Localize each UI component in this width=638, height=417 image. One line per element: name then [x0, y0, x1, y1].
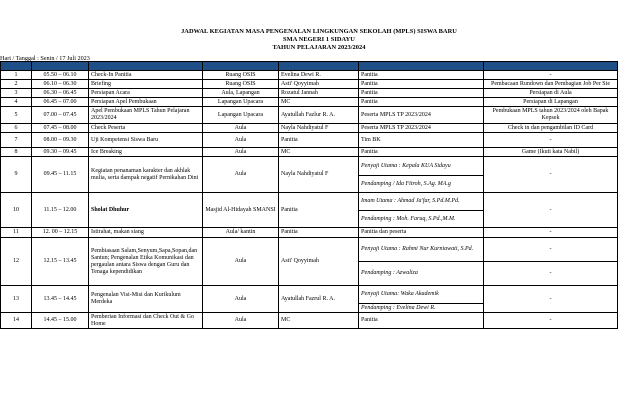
cell-pic: Rozatul Jannah [279, 89, 359, 98]
cell-pic: Ayatullah Fazlur R. A. [279, 107, 359, 124]
cell-note: - [484, 71, 618, 80]
cell-activity: Pengenalan Visi-Misi dan Kurikulum Merdeka [89, 286, 203, 313]
cell-place: Aula, Lapangan [203, 89, 279, 98]
cell-place: Aula [203, 313, 279, 329]
cell-no: 10 [1, 193, 32, 228]
cell-note: Pembukaan MPLS tahun 2023/2024 oleh Bapak Kepsek [484, 107, 618, 124]
cell-exec-main: Penyaji Utama : Kepala KUA Sidayu [359, 157, 484, 176]
cell-time: 06.45 – 07.00 [32, 98, 89, 107]
header-place: Tempat [203, 62, 279, 71]
cell-time: 07.00 – 07.45 [32, 107, 89, 124]
cell-no: 3 [1, 89, 32, 98]
cell-note: - [484, 286, 618, 313]
cell-exec-main: Imam Utama : Ahmad Ja'far, S.Pd.M.Pd. [359, 193, 484, 211]
cell-pic: Asti' Qoyyimah [279, 80, 359, 89]
schedule-table [0, 61, 618, 329]
cell-note: Game (Ikuti kata Nabil) [484, 148, 618, 157]
cell-exec-main: Penyaji Utama : Rahmi Nur Kurniawati, S.Pd. [359, 238, 484, 262]
cell-time: 13.45 – 14.45 [32, 286, 89, 313]
table-row [1, 313, 618, 329]
cell-place: Aula [203, 133, 279, 148]
cell-time: 05.50 – 06.10 [32, 71, 89, 80]
cell-pic: MC [279, 313, 359, 329]
table-row [1, 286, 618, 304]
table-row [1, 133, 618, 148]
table-row [1, 228, 618, 238]
cell-time: 14.45 – 15.00 [32, 313, 89, 329]
cell-no: 2 [1, 80, 32, 89]
cell-no: 9 [1, 157, 32, 193]
table-row [1, 238, 618, 262]
cell-activity: Pemberian Informasi dan Check Out & Go Home [89, 313, 203, 329]
header-person-in-charge: Penanggungjawab [279, 62, 359, 71]
cell-note: - [484, 193, 618, 228]
table-row [1, 80, 618, 89]
cell-time: 09.45 – 11.15 [32, 157, 89, 193]
cell-note: Persiapan di Aula [484, 89, 618, 98]
cell-exec-assistant: Pendamping : Azwaliza [359, 262, 484, 286]
academic-year: TAHUN PELAJARAN 2023/2024 [272, 44, 366, 51]
cell-exec: Panitia [359, 98, 484, 107]
cell-activity: Ice Breaking [89, 148, 203, 157]
cell-exec: Panitia dan peserta [359, 228, 484, 238]
cell-activity: Persiapan Apel Pembukaan [89, 98, 203, 107]
cell-activity: Istirahat, makan siang [89, 228, 203, 238]
cell-activity: Uji Kompetensi Siswa Baru [89, 133, 203, 148]
cell-note: - [484, 313, 618, 329]
cell-time: 08.00 – 09.30 [32, 133, 89, 148]
school-name: SMA NEGERI 1 SIDAYU [283, 36, 355, 43]
cell-exec: Panitia [359, 89, 484, 98]
cell-exec: Panitia [359, 80, 484, 89]
cell-activity: Check Peserta [89, 124, 203, 133]
cell-time: 12.15 – 13.45 [32, 238, 89, 286]
cell-exec-assistant: Pendamping / Ida Fitroh, S.Ag. MA.g [359, 176, 484, 193]
table-row [1, 89, 618, 98]
table-row [1, 107, 618, 124]
cell-exec: Peserta MPLS TP 2023/2024 [359, 124, 484, 133]
cell-note: - [484, 133, 618, 148]
table-row [1, 157, 618, 176]
table-row [1, 71, 618, 80]
cell-note-assistant: - [484, 262, 618, 286]
cell-activity: Apel Pembukaan MPLS Tahun Pelajaran 2023/2024 [89, 107, 203, 124]
cell-pic: Asti' Qoyyimah [279, 238, 359, 286]
cell-place: Masjid Al-Hidayah SMANSI [203, 193, 279, 228]
cell-exec-main: Penyaji Utama: Waka Akademik [359, 286, 484, 304]
cell-place: Ruang OSIS [203, 71, 279, 80]
cell-note: Pembacaan Rundown dan Pembagian Job Per Sie [484, 80, 618, 89]
cell-time: 07.45 – 08.00 [32, 124, 89, 133]
cell-no: 11 [1, 228, 32, 238]
day-date: Hari / Tanggal : Senin / 17 Juli 2023 [0, 55, 90, 62]
cell-place: Lapangan Upacara [203, 98, 279, 107]
cell-no: 1 [1, 71, 32, 80]
cell-place: Aula [203, 124, 279, 133]
cell-place: Lapangan Upacara [203, 107, 279, 124]
cell-pic: MC [279, 148, 359, 157]
table-row [1, 148, 618, 157]
cell-note: - [484, 157, 618, 193]
cell-note-main: - [484, 238, 618, 262]
header-activity: Nama Kegiatan [89, 62, 203, 71]
cell-place: Aula [203, 286, 279, 313]
cell-place: Aula [203, 238, 279, 286]
cell-no: 14 [1, 313, 32, 329]
cell-activity: Persiapan Acara [89, 89, 203, 98]
header-notes: Keterangan [484, 62, 618, 71]
cell-place: Aula [203, 148, 279, 157]
cell-place: Aula [203, 157, 279, 193]
cell-activity: Kegiatan penanaman karakter dan akhlak mulia, serta dampak negatif Pernikahan Dini [89, 157, 203, 193]
cell-no: 12 [1, 238, 32, 286]
cell-exec-assistant: Pendamping : Evelina Dewi R. [359, 304, 484, 313]
cell-note: Persiapan di Lapangan [484, 98, 618, 107]
table-row [1, 193, 618, 211]
cell-pic: Ayatullah Fazrul R. A. [279, 286, 359, 313]
header-time: Pukul [32, 62, 89, 71]
cell-exec: Panitia [359, 313, 484, 329]
cell-place: Aula/ kantin [203, 228, 279, 238]
cell-no: 7 [1, 133, 32, 148]
cell-note: - [484, 228, 618, 238]
cell-exec: Panitia [359, 148, 484, 157]
cell-no: 13 [1, 286, 32, 313]
cell-activity: Check-In Panitia [89, 71, 203, 80]
table-row [1, 124, 618, 133]
cell-pic: Nayla Nahdiyatul F [279, 124, 359, 133]
cell-time: 06.30 – 06.45 [32, 89, 89, 98]
cell-exec: Panitia [359, 71, 484, 80]
cell-activity: Pembiasaan Salam,Senyum,Sapa,Sopan,dan Santun; Pengenalan Etika Komunikasi dan pergaulan antara Siswa dengan Guru dan Tenaga kependidikan [89, 238, 203, 286]
cell-time: 06.10 – 06.30 [32, 80, 89, 89]
cell-exec: Tim BK [359, 133, 484, 148]
cell-place: Ruang OSIS [203, 80, 279, 89]
cell-note: Check in dan pengambilan ID Card [484, 124, 618, 133]
cell-no: 5 [1, 107, 32, 124]
cell-no: 8 [1, 148, 32, 157]
table-row [1, 98, 618, 107]
cell-pic: Panitia [279, 228, 359, 238]
cell-pic: Panitia [279, 133, 359, 148]
cell-exec-assistant: Pendamping : Moh. Faruq, S.Pd.,M.M. [359, 211, 484, 228]
cell-activity: Briefing [89, 80, 203, 89]
cell-pic: MC [279, 98, 359, 107]
table-header-row [1, 62, 618, 71]
cell-pic: Evelina Dewi R. [279, 71, 359, 80]
cell-no: 6 [1, 124, 32, 133]
document-title: JADWAL KEGIATAN MASA PENGENALAN LINGKUNGAN SEKOLAH (MPLS) SISWA BARU [181, 28, 457, 35]
cell-time: 11.15 – 12.00 [32, 193, 89, 228]
cell-exec: Peserta MPLS TP 2023/2024 [359, 107, 484, 124]
cell-activity: Sholat Dhuhur [89, 193, 203, 228]
header-no: No. [1, 62, 32, 71]
cell-no: 4 [1, 98, 32, 107]
cell-pic: Panitia [279, 193, 359, 228]
cell-time: 12. 00 – 12.15 [32, 228, 89, 238]
cell-pic: Nayla Nahdiyatul F [279, 157, 359, 193]
cell-time: 09.30 – 09.45 [32, 148, 89, 157]
header-executor: Pelaksana/penyaji [359, 62, 484, 71]
